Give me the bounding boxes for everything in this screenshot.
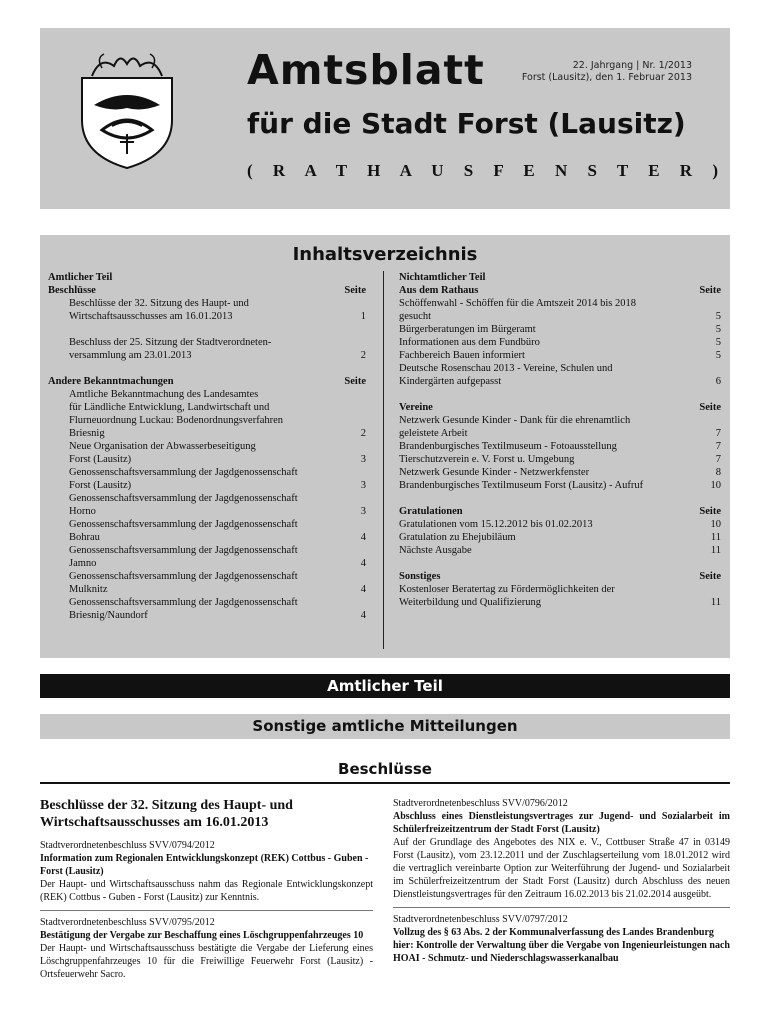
toc-entry-title: Netzwerk Gesunde Kinder - Dank für die ehrenamtlich geleistete Arbeit: [399, 415, 631, 439]
resolution-ref: Stadtverordnetenbeschluss SVV/0794/2012: [40, 840, 215, 851]
toc-entry[interactable]: [48, 596, 366, 622]
resolution-ref: Stadtverordnetenbeschluss SVV/0797/2012: [393, 914, 568, 925]
toc-spacer: [399, 492, 721, 505]
toc-entry-title: Bürgerberatungen im Bürgeramt: [399, 324, 536, 335]
toc-entry-title: Genossenschaftsversammlung der Jagdgenossenschaft Forst (Lausitz): [69, 467, 298, 491]
toc-entry-page: 11: [710, 545, 721, 556]
toc-entry[interactable]: [399, 336, 721, 349]
toc-entry-page: 10: [710, 480, 721, 491]
toc-entry-title: Genossenschaftsversammlung der Jagdgenossenschaft Mulknitz: [69, 571, 298, 595]
toc-entry-title: Beschlüsse der 32. Sitzung des Haupt- und Wirtschaftsausschusses am 16.01.2013: [69, 298, 249, 322]
section-heading-beschluesse: Beschlüsse: [338, 760, 432, 778]
masthead: [40, 28, 730, 209]
toc-entry-title: Gratulation zu Ehejubiläum: [399, 532, 516, 543]
toc-section-heading: [48, 375, 366, 388]
toc-seite-label: Seite: [344, 285, 366, 296]
toc-entry[interactable]: [399, 583, 721, 609]
toc-seite-label: Seite: [344, 376, 366, 387]
toc-entry-page: 3: [360, 506, 366, 517]
toc-entry-page: 11: [710, 597, 721, 608]
newspaper-subtitle: für die Stadt Forst (Lausitz): [247, 107, 686, 140]
toc-entry-title: Genossenschaftsversammlung der Jagdgenossenschaft Jamno: [69, 545, 298, 569]
toc-seite-label: Seite: [699, 571, 721, 582]
toc-entry-page: 11: [710, 532, 721, 543]
toc-section-title: Gratulationen: [399, 506, 463, 517]
toc-entry-title: Kostenloser Beratertag zu Fördermöglichkeiten der Weiterbildung und Qualifizierung: [399, 584, 615, 608]
toc-entry-page: 2: [360, 428, 366, 439]
toc-entry-title: Gratulationen vom 15.12.2012 bis 01.02.2013: [399, 519, 593, 530]
toc-entry-page: 4: [360, 532, 366, 543]
issue-number: 22. Jahrgang | Nr. 1/2013: [572, 60, 692, 71]
toc-entry-page: 10: [710, 519, 721, 530]
toc-section-heading: [399, 570, 721, 583]
toc-entry[interactable]: [399, 466, 721, 479]
toc-seite-label: Seite: [699, 402, 721, 413]
toc-entry-title: Genossenschaftsversammlung der Jagdgenossenschaft Briesnig/Naundorf: [69, 597, 298, 621]
toc-entry-page: 5: [715, 324, 721, 335]
toc-entry[interactable]: [399, 349, 721, 362]
toc-section-title: Sonstiges: [399, 571, 441, 582]
toc-section-title: Andere Bekanntmachungen: [48, 376, 174, 387]
toc-entry-page: 4: [360, 558, 366, 569]
toc-section-title: Beschlüsse: [48, 285, 96, 296]
resolution-text: Auf der Grundlage des Angebotes des NIX e. V., Cottbuser Straße 47 in 03149 Forst (Lausitz), vom 23.12.2011 und der Zuschlagserteilung vom 18.01.2012 wird die vertraglich vereinbarte Option zur Weiterführung der Jugend- und Sozialarbeit im Schülerfreizeitzentrum der Stadt Forst (Lausitz) durch Abschluss des neuen Dienstleistungsvertrages für den Zeitraum 16.02.2013 bis 21.02.2014 ausgeübt.: [393, 837, 730, 900]
toc-entry[interactable]: [48, 440, 366, 466]
resolution-subheading: hier: Kontrolle der Verwaltung über die Vergabe von Ingenieurleistungen nach HOAI - Schmutz- und Niederschlagswasserkanalbau: [393, 940, 730, 964]
toc-entry-page: 2: [360, 350, 366, 361]
toc-entry[interactable]: [48, 570, 366, 596]
coat-of-arms-icon: [72, 50, 182, 170]
toc-entry[interactable]: [399, 518, 721, 531]
toc-entry[interactable]: [399, 297, 721, 323]
toc-entry-page: 4: [360, 610, 366, 621]
toc-part-heading: Amtlicher Teil: [48, 272, 113, 283]
toc-entry-page: 5: [715, 311, 721, 322]
toc-entry[interactable]: [399, 544, 721, 557]
section-bar-sonstige: Sonstige amtliche Mitteilungen: [40, 714, 730, 739]
toc-spacer: [48, 323, 366, 336]
toc-entry-page: 5: [715, 337, 721, 348]
resolution-heading: Bestätigung der Vergabe zur Beschaffung eines Löschgruppenfahrzeuges 10: [40, 930, 364, 941]
toc-entry-page: 3: [360, 454, 366, 465]
toc-entry-title: Beschluss der 25. Sitzung der Stadtverordneten- versammlung am 23.01.2013: [69, 337, 272, 361]
resolution-heading: Abschluss eines Dienstleistungsvertrages zur Jugend- und Sozialarbeit im Schülerfreizeitzentrum der Stadt Forst (Lausitz): [393, 811, 730, 835]
toc-entry[interactable]: [48, 518, 366, 544]
toc-seite-label: Seite: [699, 506, 721, 517]
resolution-heading: Vollzug des § 63 Abs. 2 der Kommunalverfassung des Landes Brandenburg: [393, 927, 714, 938]
toc-entry[interactable]: [48, 336, 366, 362]
toc-column-unofficial: [399, 271, 721, 609]
toc-entry[interactable]: [399, 440, 721, 453]
newspaper-title: Amtsblatt: [247, 46, 485, 94]
toc-spacer: [399, 388, 721, 401]
toc-entry[interactable]: [399, 323, 721, 336]
toc-entry-title: Brandenburgisches Textilmuseum Forst (Lausitz) - Aufruf: [399, 480, 644, 491]
toc-section-heading: [399, 505, 721, 518]
section-rule: [40, 782, 730, 784]
toc-entry-page: 6: [715, 376, 721, 387]
toc-entry[interactable]: [48, 492, 366, 518]
toc-entry-title: Tierschutzverein e. V. Forst u. Umgebung: [399, 454, 575, 465]
toc-entry-title: Neue Organisation der Abwasserbeseitigung Forst (Lausitz): [69, 441, 256, 465]
toc-section-heading: [399, 284, 721, 297]
toc-entry-title: Deutsche Rosenschau 2013 - Vereine, Schulen und Kindergärten aufgepasst: [399, 363, 613, 387]
divider: [40, 910, 373, 911]
resolution-text: Der Haupt- und Wirtschaftsausschuss nahm das Regionale Entwicklungskonzept (REK) Cottbus - Guben - Forst (Lausitz) zur Kenntnis.: [40, 879, 373, 903]
toc-entry-page: 3: [360, 480, 366, 491]
toc-entry-page: 1: [360, 311, 366, 322]
toc-entry-page: 7: [715, 428, 721, 439]
toc-entry[interactable]: [399, 414, 721, 440]
toc-section-heading: [399, 401, 721, 414]
toc-entry[interactable]: [399, 362, 721, 388]
toc-entry-title: Fachbereich Bauen informiert: [399, 350, 525, 361]
toc-entry-title: Nächste Ausgabe: [399, 545, 472, 556]
toc-entry-page: 4: [360, 584, 366, 595]
toc-entry[interactable]: [48, 544, 366, 570]
toc-entry[interactable]: [48, 466, 366, 492]
toc-entry-title: Genossenschaftsversammlung der Jagdgenossenschaft Bohrau: [69, 519, 298, 543]
section-bar-amtlicher-teil: Amtlicher Teil: [40, 674, 730, 698]
article-title: Beschlüsse der 32. Sitzung des Haupt- und Wirtschaftsausschusses am 16.01.2013: [40, 798, 293, 830]
resolution-text: Der Haupt- und Wirtschaftsausschuss bestätigte die Vergabe der Lieferung eines Löschgruppenfahrzeuges 10 für die Freiwillige Feuerwehr Forst (Lausitz) - Ortsfeuerwehr Sacro.: [40, 943, 373, 980]
toc-seite-label: Seite: [699, 285, 721, 296]
toc-entry-title: Brandenburgisches Textilmuseum - Fotoausstellung: [399, 441, 617, 452]
toc-section-title: Aus dem Rathaus: [399, 285, 479, 296]
toc-spacer: [399, 557, 721, 570]
toc-entry-title: Schöffenwahl - Schöffen für die Amtszeit 2014 bis 2018 gesucht: [399, 298, 636, 322]
toc-divider: [383, 271, 384, 649]
toc-entry-title: Netzwerk Gesunde Kinder - Netzwerkfenster: [399, 467, 590, 478]
article-column-left: [40, 797, 373, 981]
toc-entry-title: Informationen aus dem Fundbüro: [399, 337, 540, 348]
table-of-contents: [40, 235, 730, 658]
toc-entry-title: Genossenschaftsversammlung der Jagdgenossenschaft Horno: [69, 493, 298, 517]
toc-entry[interactable]: [399, 453, 721, 466]
toc-entry[interactable]: [48, 388, 366, 440]
toc-entry-page: 5: [715, 350, 721, 361]
toc-section-title: Vereine: [399, 402, 433, 413]
divider: [393, 907, 730, 908]
toc-entry-title: Amtliche Bekanntmachung des Landesamtes für Ländliche Entwicklung, Landwirtschaft und Flurneuordnung Luckau: Bodenordnungsverfahren Briesnig: [69, 389, 284, 439]
resolution-ref: Stadtverordnetenbeschluss SVV/0795/2012: [40, 917, 215, 928]
toc-entry-page: 7: [715, 454, 721, 465]
toc-entry[interactable]: [399, 479, 721, 492]
article-column-right: [393, 797, 730, 965]
toc-spacer: [48, 362, 366, 375]
issue-info: [472, 60, 692, 84]
toc-entry[interactable]: [48, 297, 366, 323]
toc-column-official: [48, 271, 366, 622]
toc-entry-page: 7: [715, 441, 721, 452]
toc-part-heading: Nichtamtlicher Teil: [399, 272, 486, 283]
issue-date: Forst (Lausitz), den 1. Februar 2013: [521, 72, 692, 83]
toc-entry[interactable]: [399, 531, 721, 544]
toc-title: Inhaltsverzeichnis: [292, 244, 478, 265]
resolution-heading: Information zum Regionalen Entwicklungskonzept (REK) Cottbus - Guben - Forst (Lausitz): [40, 853, 369, 877]
resolution-ref: Stadtverordnetenbeschluss SVV/0796/2012: [393, 798, 568, 809]
toc-entry-page: 8: [715, 467, 721, 478]
toc-section-heading: [48, 284, 366, 297]
rathausfenster-label: ( R A T H A U S F E N S T E R ): [247, 161, 726, 180]
